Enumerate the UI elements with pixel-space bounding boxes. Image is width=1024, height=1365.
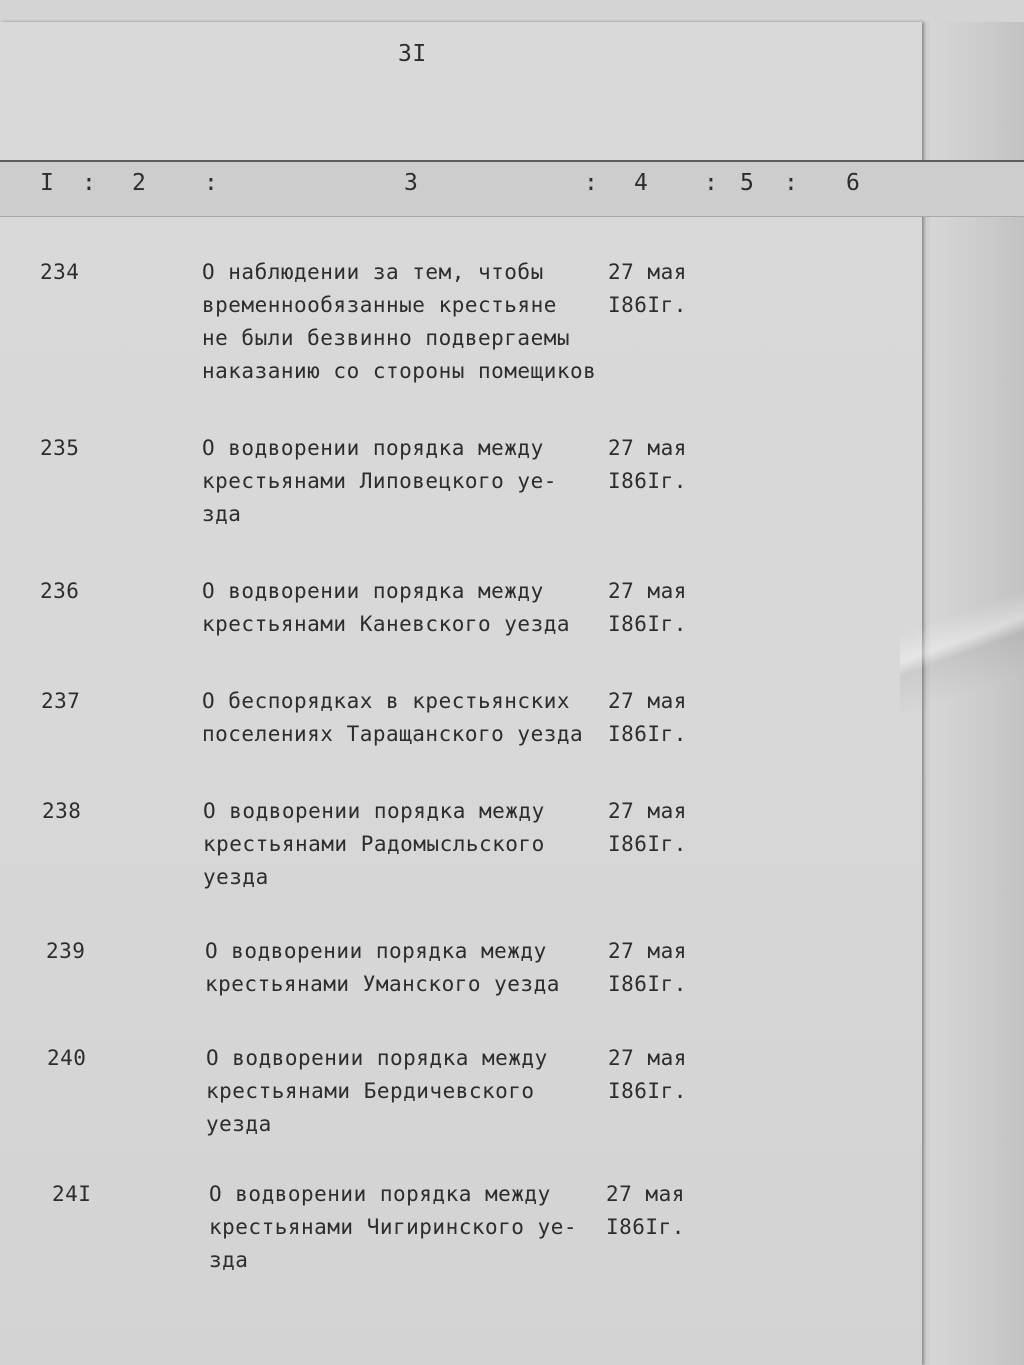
- column-separator: :: [704, 170, 719, 196]
- entry-date: 27 мая I86Iг.: [608, 436, 687, 493]
- entry-title: О водворении порядка между крестьянами Радомысльского уезда: [203, 799, 545, 889]
- entry-number: 240: [47, 1046, 87, 1070]
- column-header-2: 2: [132, 170, 147, 196]
- entry-number: 24I: [52, 1182, 92, 1206]
- entry-title: О водворении порядка между крестьянами Каневского уезда: [202, 579, 571, 636]
- column-header-3: 3: [404, 170, 419, 196]
- column-separator: :: [584, 170, 599, 196]
- column-header-band: [0, 160, 1024, 217]
- entry-title: О водворении порядка между крестьянами Чигиринского уе- зда: [209, 1182, 578, 1272]
- column-header-4: 4: [634, 170, 649, 196]
- page-number: 3I: [398, 41, 427, 67]
- entry-number: 236: [40, 579, 80, 603]
- entry-date: 27 мая I86Iг.: [608, 799, 687, 856]
- entry-title: О беспорядках в крестьянских поселениях Таращанского уезда: [202, 689, 584, 746]
- entry-date: 27 мая I86Iг.: [606, 1182, 685, 1239]
- upper-sheet-edge: [0, 0, 1024, 22]
- column-header-5: 5: [740, 170, 755, 196]
- entry-number: 234: [40, 260, 80, 284]
- entry-number: 238: [42, 799, 82, 823]
- column-header-6: 6: [846, 170, 861, 196]
- column-separator: :: [82, 170, 97, 196]
- entry-title: О водворении порядка между крестьянами Бердичевского уезда: [206, 1046, 548, 1136]
- column-separator: :: [784, 170, 799, 196]
- entry-date: 27 мая I86Iг.: [608, 1046, 687, 1103]
- entry-date: 27 мая I86Iг.: [608, 689, 687, 746]
- entry-title: О водворении порядка между крестьянами Липовецкого уе- зда: [202, 436, 557, 526]
- entry-title: О водворении порядка между крестьянами Уманского уезда: [205, 939, 560, 996]
- entry-title: О наблюдении за тем, чтобы временнообязанные крестьяне не были безвинно подвергаемы наказанию со стороны помещиков: [202, 260, 597, 383]
- entry-number: 237: [41, 689, 81, 713]
- entry-date: 27 мая I86Iг.: [608, 260, 687, 317]
- entry-number: 239: [46, 939, 86, 963]
- column-separator: :: [204, 170, 219, 196]
- column-header-1: I: [40, 170, 55, 196]
- paper-crease: [900, 520, 1024, 760]
- entry-number: 235: [40, 436, 80, 460]
- entry-date: 27 мая I86Iг.: [608, 579, 687, 636]
- entry-date: 27 мая I86Iг.: [608, 939, 687, 996]
